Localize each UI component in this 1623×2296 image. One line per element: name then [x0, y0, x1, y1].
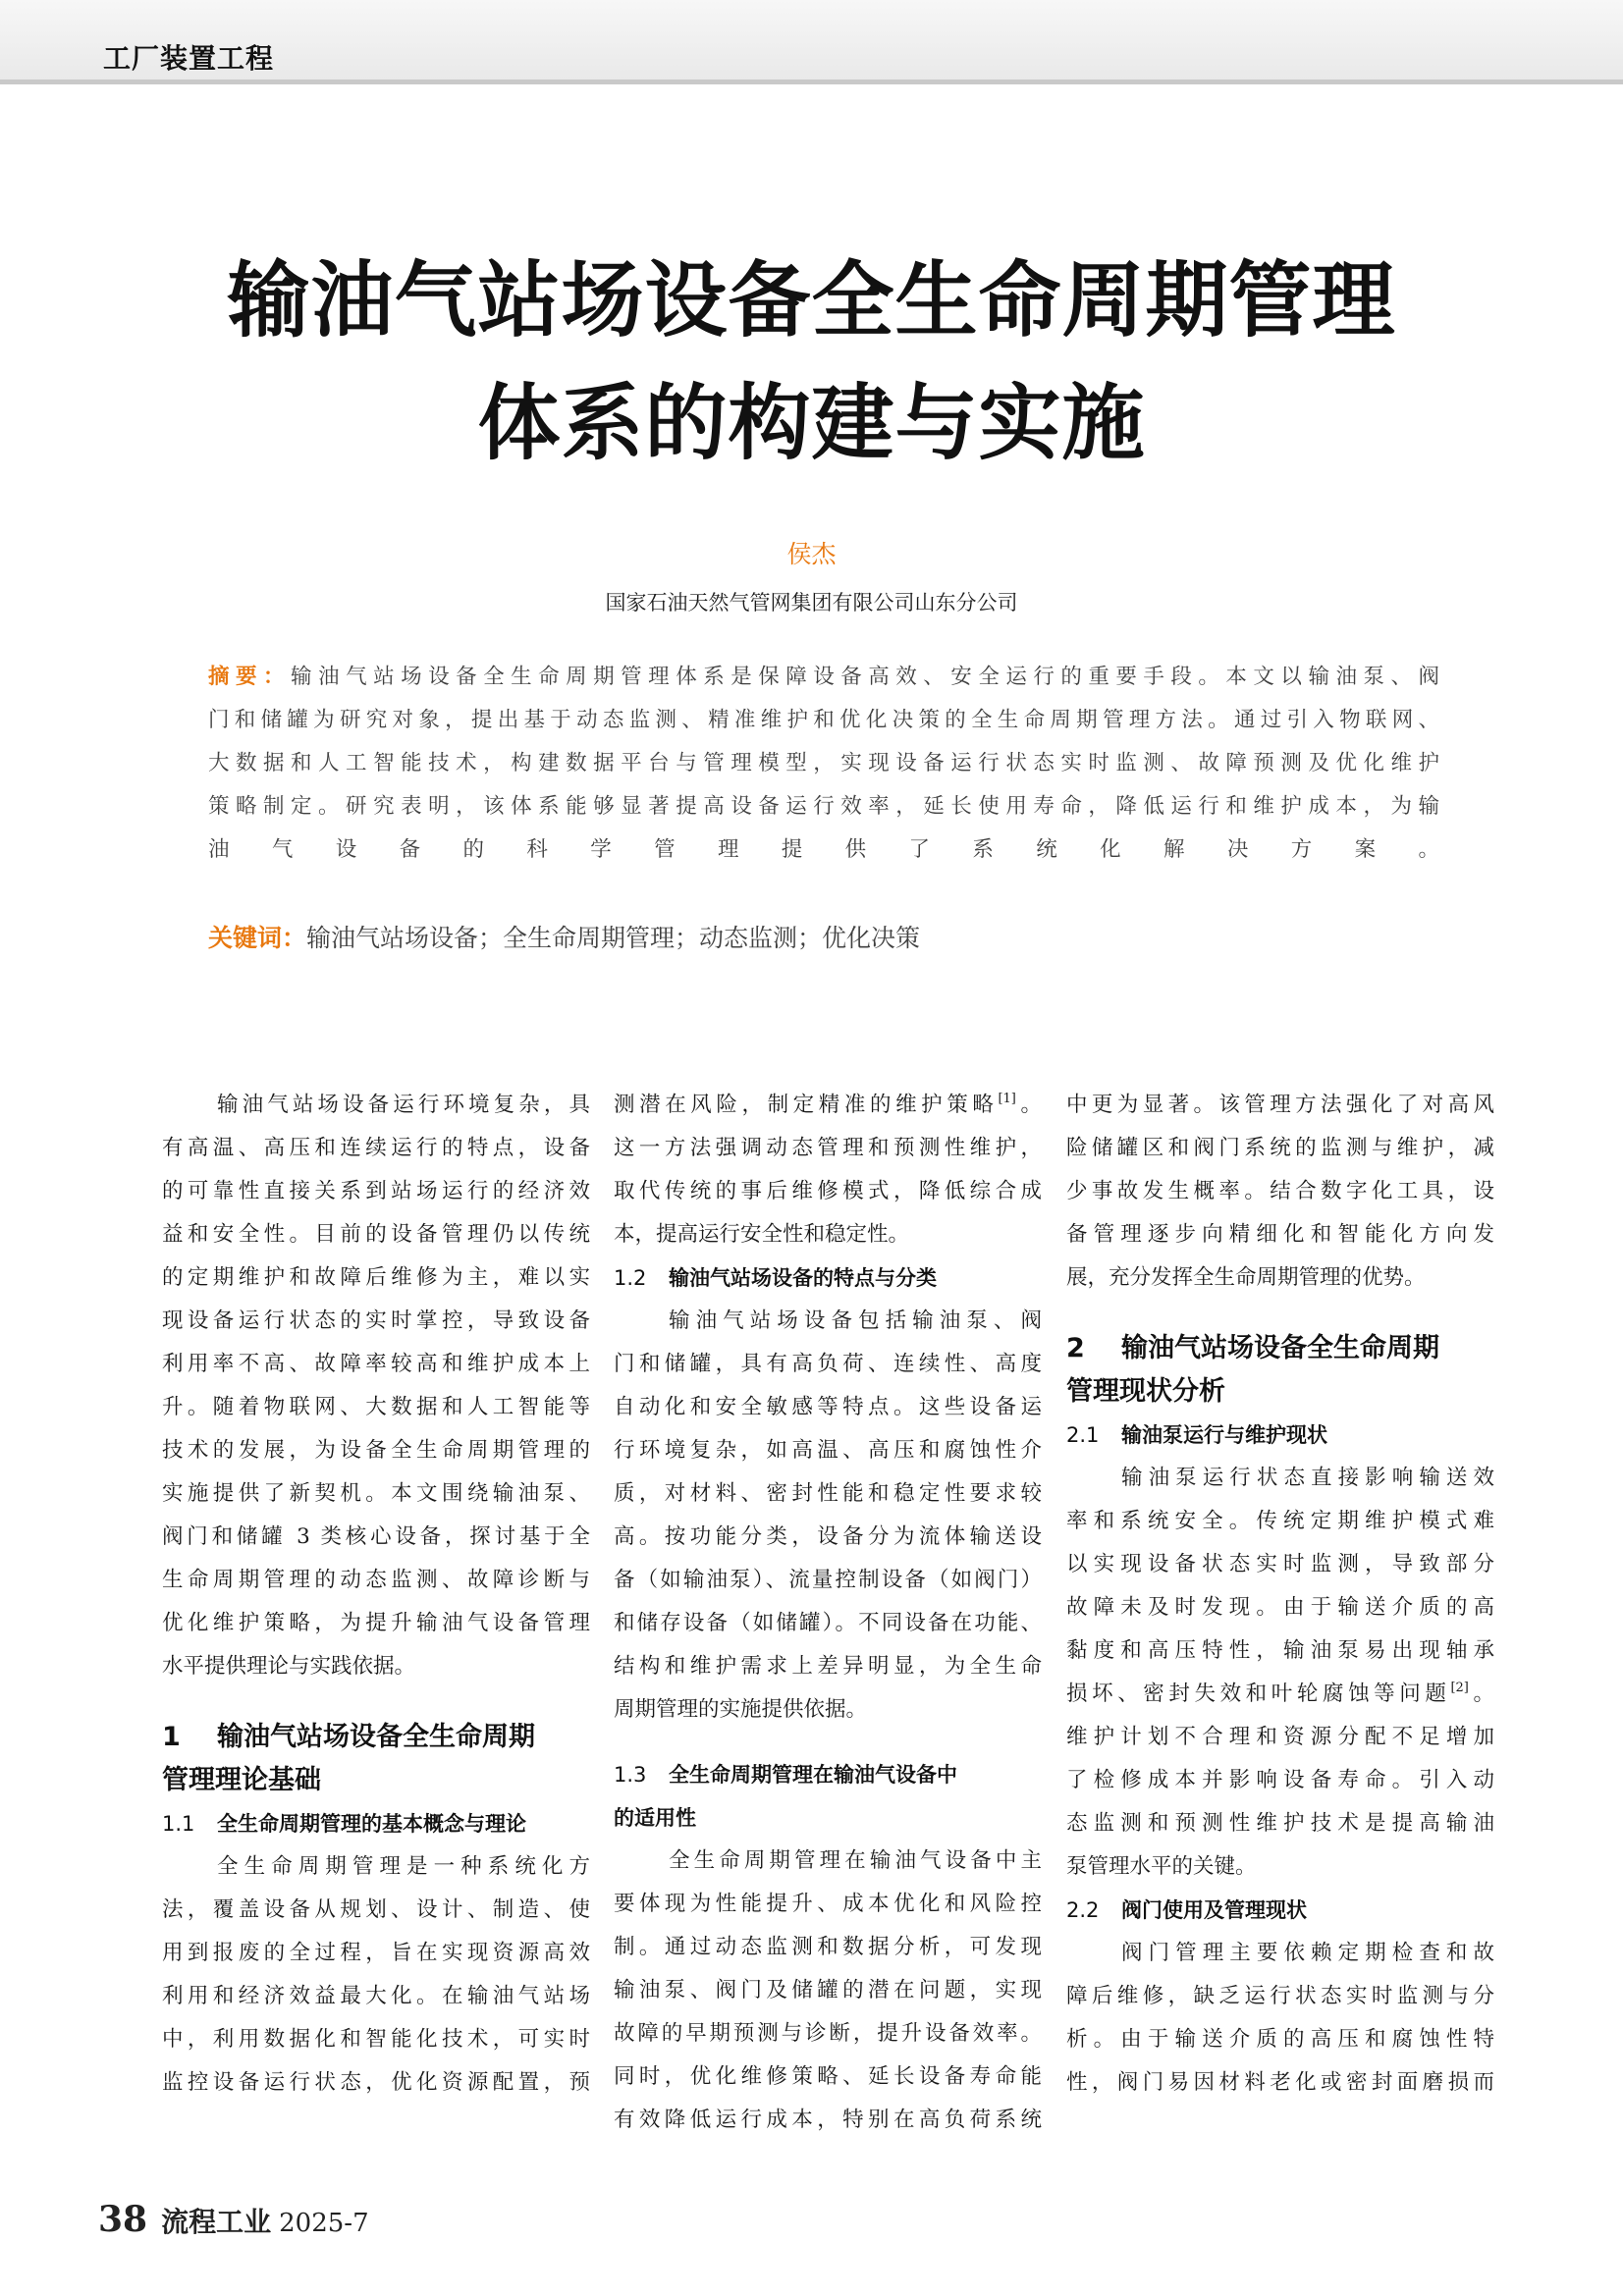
subsection-heading-2-1: 2.1 输油泵运行与维护现状	[1066, 1423, 1327, 1447]
body-column-1	[162, 1084, 590, 2105]
body-line: 结构和维护需求上差异明显，为全生命	[614, 1654, 1042, 1679]
body-line: 全生命周期管理是一种系统化方	[217, 1854, 590, 1879]
body-line: 了检修成本并影响设备寿命。引入动	[1066, 1768, 1494, 1792]
body-line: 故障未及时发现。由于输送介质的高	[1066, 1595, 1494, 1620]
body-line: 现设备运行状态的实时掌控，导致设备	[162, 1308, 590, 1333]
body-line: 取代传统的事后维修模式，降低综合成	[614, 1179, 1042, 1203]
abstract-line: 摘要：输油气站场设备全生命周期管理体系是保障设备高效、安全运行的重要手段。本文以输油泵、阀	[208, 665, 1439, 689]
body-line: 输油气站场设备包括输油泵、阀	[669, 1308, 1042, 1333]
subsection-heading-1-1: 1.1 全生命周期管理的基本概念与理论	[162, 1812, 526, 1836]
body-line: 有高温、高压和连续运行的特点，设备	[162, 1136, 590, 1160]
body-line: 要体现为性能提升、成本优化和风险控	[614, 1892, 1042, 1916]
body-line: 维护计划不合理和资源分配不足增加	[1066, 1725, 1494, 1749]
reference-marker: [2]	[1450, 1681, 1469, 1695]
author-affiliation: 国家石油天然气管网集团有限公司山东分公司	[605, 591, 1018, 614]
abstract	[208, 656, 1439, 872]
body-line: 生命周期管理的动态监测、故障诊断与	[162, 1568, 590, 1592]
body-line: 态监测和预测性维护技术是提高输油	[1066, 1811, 1494, 1836]
body-line: 监控设备运行状态，优化资源配置，预	[162, 2070, 590, 2095]
body-line: 损坏、密封失效和叶轮腐蚀等问题[2]。	[1066, 1681, 1494, 1706]
body-line: 备（如输油泵）、流量控制设备（如阀门）	[614, 1568, 1042, 1592]
author-name: 侯杰	[786, 540, 837, 568]
body-line: 利用率不高、故障率较高和维护成本上	[162, 1352, 590, 1376]
body-line: 的可靠性直接关系到站场运行的经济效	[162, 1179, 590, 1203]
body-line: 输油泵运行状态直接影响输送效	[1121, 1466, 1494, 1490]
abstract-label: 摘要：	[208, 665, 292, 689]
abstract-line: 门和储罐为研究对象，提出基于动态监测、精准维护和优化决策的全生命周期管理方法。通过引入物联网、	[208, 708, 1439, 732]
body-line: 用到报废的全过程，旨在实现资源高效	[162, 1941, 590, 1965]
body-line: 同时，优化维修策略、延长设备寿命能	[614, 2064, 1042, 2089]
body-line: 以实现设备状态实时监测，导致部分	[1066, 1552, 1494, 1576]
body-line: 优化维护策略，为提升输油气设备管理	[162, 1611, 590, 1635]
journal-name: 流程工业	[161, 2206, 272, 2238]
subsection-heading-1-2: 1.2 输油气站场设备的特点与分类	[614, 1266, 937, 1290]
body-line: 故障的早期预测与诊断，提升设备效率。	[614, 2021, 1042, 2046]
body-line: 黏度和高压特性，输油泵易出现轴承	[1066, 1638, 1494, 1663]
body-line: 险储罐区和阀门系统的监测与维护，减	[1066, 1136, 1494, 1160]
section-heading-2: 2 输油气站场设备全生命周期	[1066, 1333, 1439, 1363]
body-column-2	[614, 1084, 1042, 2142]
keywords-label: 关键词：	[208, 924, 307, 952]
article-title-line1: 输油气站场设备全生命周期管理	[227, 252, 1396, 348]
keywords	[208, 919, 920, 954]
section-heading-2-cont: 管理现状分析	[1066, 1376, 1225, 1407]
section-label: 工厂装置工程	[103, 42, 275, 75]
body-line: 利用和经济效益最大化。在输油气站场	[162, 1984, 590, 2008]
body-line: 阀门和储罐 3 类核心设备，探讨基于全	[162, 1524, 590, 1549]
section-heading-1-cont: 管理理论基础	[162, 1765, 321, 1795]
body-line: 率和系统安全。传统定期维护模式难	[1066, 1509, 1494, 1533]
subsection-heading-2-2: 2.2 阀门使用及管理现状	[1066, 1898, 1307, 1922]
body-line: 泵管理水平的关键。	[1066, 1854, 1257, 1879]
keywords-text: 输油气站场设备；全生命周期管理；动态监测；优化决策	[306, 924, 921, 952]
body-line: 析。由于输送介质的高压和腐蚀性特	[1066, 2027, 1494, 2052]
body-line: 周期管理的实施提供依据。	[614, 1697, 868, 1722]
body-line: 中更为显著。该管理方法强化了对高风	[1066, 1093, 1494, 1117]
body-line: 实施提供了新契机。本文围绕输油泵、	[162, 1481, 590, 1506]
body-line: 制。通过动态监测和数据分析，可发现	[614, 1935, 1042, 1959]
abstract-line: 油气设备的科学管理提供了系统化解决方案。	[208, 837, 1439, 862]
body-line: 升。随着物联网、大数据和人工智能等	[162, 1395, 590, 1419]
running-header	[0, 0, 1623, 84]
page-footer	[98, 2199, 369, 2240]
reference-marker: [1]	[998, 1092, 1016, 1106]
body-line: 障后维修，缺乏运行状态实时监测与分	[1066, 1984, 1494, 2008]
body-line: 这一方法强调动态管理和预测性维护，	[614, 1136, 1042, 1160]
body-line: 输油气站场设备运行环境复杂，具	[217, 1093, 590, 1117]
body-line: 测潜在风险，制定精准的维护策略[1]。	[614, 1092, 1042, 1117]
body-line: 法，覆盖设备从规划、设计、制造、使	[162, 1897, 590, 1922]
body-line: 性，阀门易因材料老化或密封面磨损而	[1066, 2070, 1494, 2095]
body-line: 有效降低运行成本，特别在高负荷系统	[614, 2108, 1042, 2132]
issue-number: 2025-7	[279, 2209, 369, 2238]
subsection-heading-1-3: 1.3 全生命周期管理在输油气设备中	[614, 1763, 957, 1787]
body-line: 中，利用数据化和智能化技术，可实时	[162, 2027, 590, 2052]
body-line: 高。按功能分类，设备分为流体输送设	[614, 1524, 1042, 1549]
body-line: 展，充分发挥全生命周期管理的优势。	[1066, 1265, 1426, 1290]
body-line: 备管理逐步向精细化和智能化方向发	[1066, 1222, 1494, 1247]
page-number: 38	[98, 2199, 148, 2240]
body-line: 益和安全性。目前的设备管理仍以传统	[162, 1222, 590, 1247]
section-heading-1: 1 输油气站场设备全生命周期	[162, 1722, 535, 1752]
body-line: 和储存设备（如储罐）。不同设备在功能、	[614, 1611, 1042, 1635]
body-line: 技术的发展，为设备全生命周期管理的	[162, 1438, 590, 1463]
article-title-line2: 体系的构建与实施	[477, 375, 1146, 471]
body-line: 门和储罐，具有高负荷、连续性、高度	[614, 1352, 1042, 1376]
abstract-line: 大数据和人工智能技术，构建数据平台与管理模型，实现设备运行状态实时监测、故障预测及优化维护	[208, 751, 1439, 775]
body-line: 质，对材料、密封性能和稳定性要求较	[614, 1481, 1042, 1506]
body-line: 水平提供理论与实践依据。	[162, 1654, 416, 1679]
body-line: 本，提高运行安全性和稳定性。	[614, 1222, 910, 1247]
subsection-heading-1-3-cont: 的适用性	[614, 1806, 696, 1830]
body-line: 行环境复杂，如高温、高压和腐蚀性介	[614, 1438, 1042, 1463]
body-column-3	[1066, 1084, 1494, 2105]
body-line: 全生命周期管理在输油气设备中主	[669, 1848, 1042, 1873]
body-line: 阀门管理主要依赖定期检查和故	[1121, 1941, 1494, 1965]
abstract-line: 策略制定。研究表明，该体系能够显著提高设备运行效率，延长使用寿命，降低运行和维护成本，为输	[208, 794, 1439, 819]
body-line: 输油泵、阀门及储罐的潜在问题，实现	[614, 1978, 1042, 2002]
body-line: 的定期维护和故障后维修为主，难以实	[162, 1265, 590, 1290]
body-line: 自动化和安全敏感等特点。这些设备运	[614, 1395, 1042, 1419]
body-line: 少事故发生概率。结合数字化工具，设	[1066, 1179, 1494, 1203]
